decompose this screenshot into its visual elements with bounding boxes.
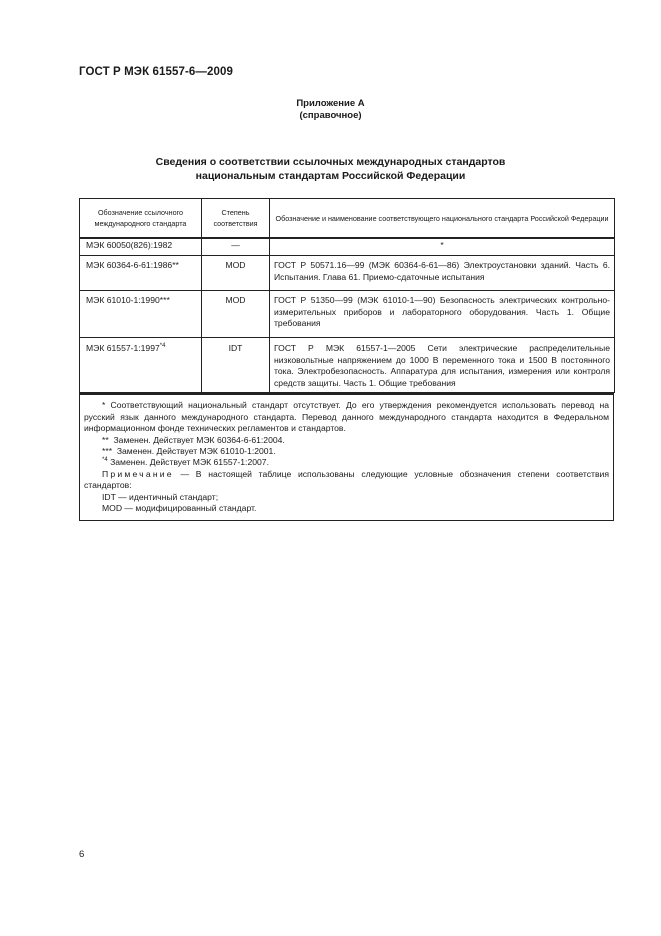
table-notes	[79, 393, 614, 521]
cell-ref	[80, 338, 202, 393]
document-code: ГОСТ Р МЭК 61557-6—2009	[79, 66, 233, 78]
header-label: Обозначение и наименование соответствующего национального стандарта Российской Федерации	[275, 213, 609, 223]
cell-national: ГОСТ Р МЭК 61557-1—2005 Сети электрические распределительные низковольтные напряжением до 1000 В переменного тока и 1500 В постоянного тока. Электробезопасность. Аппаратура для испытания, измерения или контроля средств защиты. Часть 1. Общие требования	[270, 338, 615, 393]
annex-subtitle: (справочное)	[299, 110, 362, 121]
cell-national: ГОСТ Р 51350—99 (МЭК 61010-1—90) Безопасность электрических контрольно-измерительных приборов и лабораторного оборудования. Часть 1. Общие требования	[270, 291, 615, 338]
table-header-row	[80, 199, 615, 239]
table-row	[80, 291, 615, 338]
header-degree	[202, 199, 270, 239]
cell-degree: MOD	[202, 291, 270, 338]
page-title-line-1: Сведения о соответствии ссылочных международных стандартов	[155, 156, 506, 168]
footnote-text: Заменен. Действует МЭК 60364-6-61:2004.	[113, 434, 285, 445]
footnote-2	[84, 435, 609, 446]
page-number: 6	[79, 849, 85, 860]
note-main: * Соответствующий национальный стандарт отсутствует. До его утверждения рекомендуется использовать перевод на русский язык данного международного стандарта. Перевод данного международного стандарта находится в Федеральном информационном фонде технических регламентов и стандартов.	[84, 400, 609, 434]
footnote-4	[84, 457, 609, 468]
correspondence-table-block	[79, 198, 614, 521]
table-row	[80, 338, 615, 393]
note-mod: MOD — модифицированный стандарт.	[102, 503, 257, 514]
table-row	[80, 256, 615, 291]
cell-degree: —	[202, 238, 270, 256]
footnote-text: Заменен. Действует МЭК 61557-1:2007.	[110, 457, 269, 468]
header-label: Степень соответствия	[213, 208, 258, 228]
note-label: Примечание	[102, 468, 174, 479]
correspondence-table	[79, 198, 615, 393]
note-idt: IDT — идентичный стандарт;	[102, 491, 219, 502]
page-title	[0, 155, 661, 183]
header-label: Обозначение ссылочного международного стандарта	[94, 208, 187, 228]
header-national-standard	[270, 199, 615, 239]
cell-ref: МЭК 61010-1:1990***	[80, 291, 202, 338]
cell-ref: МЭК 60050(826):1982	[80, 238, 202, 256]
annex-heading	[0, 98, 661, 122]
cell-national: *	[270, 238, 615, 256]
cell-national: ГОСТ Р 50571.16—99 (МЭК 60364-6-61—86) Электроустановки зданий. Часть 6. Испытания. Глава 61. Приемо-сдаточные испытания	[270, 256, 615, 291]
note-paragraph	[84, 469, 609, 492]
footnote-mark: *4	[159, 343, 166, 350]
page-title-line-2: национальным стандартам Российской Федерации	[195, 170, 466, 182]
header-international-standard	[80, 199, 202, 239]
footnote-mark: **	[102, 434, 109, 445]
footnote-mark: ***	[102, 446, 113, 456]
cell-ref-text: МЭК 61557-1:1997	[86, 343, 160, 353]
footnote-text: Заменен. Действует МЭК 61010-1:2001.	[116, 446, 276, 456]
note-text: — В настоящей таблице использованы следующие условные обозначения степени соответствия стандартов:	[84, 468, 609, 491]
cell-degree: IDT	[202, 338, 270, 393]
annex-title: Приложение А	[296, 98, 365, 109]
cell-degree: MOD	[202, 256, 270, 291]
cell-ref: МЭК 60364-6-61:1986**	[80, 256, 202, 291]
footnote-mark: *4	[102, 457, 108, 464]
footnote-3	[84, 446, 609, 457]
table-row	[80, 238, 615, 256]
